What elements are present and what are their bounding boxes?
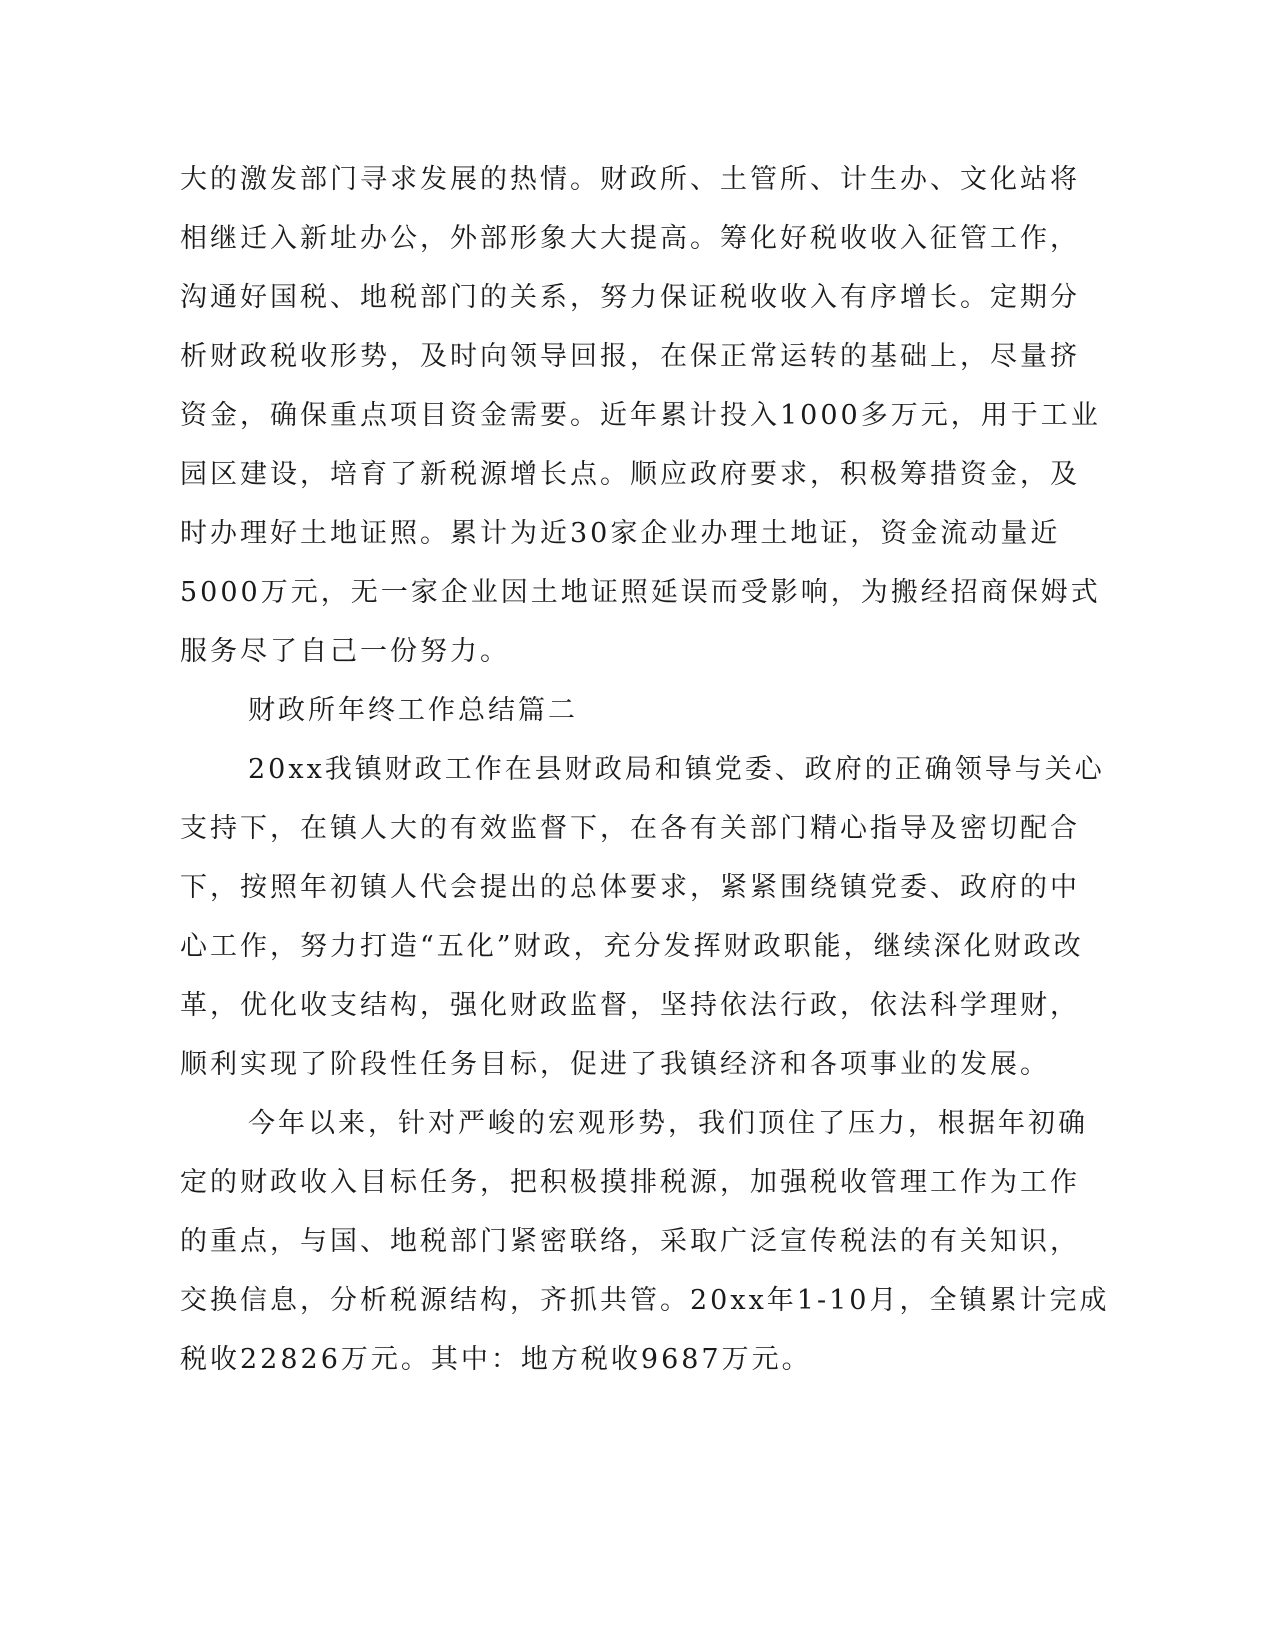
- text-line: 的重点，与国、地税部门紧密联络，采取广泛宣传税法的有关知识，: [180, 1226, 1080, 1257]
- paragraph-1: [180, 150, 1101, 681]
- text-line: 革，优化收支结构，强化财政监督，坚持依法行政，依法科学理财，: [180, 990, 1080, 1021]
- text-line: 园区建设，培育了新税源增长点。顺应政府要求，积极筹措资金，及: [180, 459, 1080, 490]
- text-line: 析财政税收形势，及时向领导回报，在保正常运转的基础上，尽量挤: [180, 341, 1080, 372]
- text-line: 心工作，努力打造“五化”财政，充分发挥财政职能，继续深化财政改: [180, 931, 1084, 962]
- text-line: 交换信息，分析税源结构，齐抓共管。20xx年1-10月，全镇累计完成: [180, 1285, 1110, 1316]
- section-heading: [180, 681, 1040, 740]
- text-line: 沟通好国税、地税部门的关系，努力保证税收收入有序增长。定期分: [180, 282, 1080, 313]
- paragraph-2: [180, 740, 1105, 1094]
- text-line: 资金，确保重点项目资金需要。近年累计投入1000多万元，用于工业: [180, 400, 1101, 431]
- text-line: 定的财政收入目标任务，把积极摸排税源，加强税收管理工作为工作: [180, 1167, 1080, 1198]
- text-line: 支持下，在镇人大的有效监督下，在各有关部门精心指导及密切配合: [180, 813, 1080, 844]
- text-line: 税收22826万元。其中：地方税收9687万元。: [180, 1344, 812, 1375]
- text-line: 服务尽了自己一份努力。: [180, 636, 510, 667]
- document-body: [180, 150, 1110, 1389]
- text-line: 5000万元，无一家企业因土地证照延误而受影响，为搬经招商保姆式: [180, 577, 1101, 608]
- text-line: 大的激发部门寻求发展的热情。财政所、土管所、计生办、文化站将: [180, 164, 1080, 195]
- text-line: 下，按照年初镇人代会提出的总体要求，紧紧围绕镇党委、政府的中: [180, 872, 1080, 903]
- paragraph-3: [180, 1094, 1110, 1389]
- text-line: 相继迁入新址办公，外部形象大大提高。筹化好税收收入征管工作，: [180, 223, 1080, 254]
- text-line: 时办理好土地证照。累计为近30家企业办理土地证，资金流动量近: [180, 518, 1061, 549]
- text-line: 今年以来，针对严峻的宏观形势，我们顶住了压力，根据年初确: [248, 1108, 1088, 1139]
- text-line: 顺利实现了阶段性任务目标，促进了我镇经济和各项事业的发展。: [180, 1049, 1050, 1080]
- text-line: 20xx我镇财政工作在县财政局和镇党委、政府的正确领导与关心: [248, 754, 1105, 785]
- heading-text: 财政所年终工作总结篇二: [248, 695, 578, 726]
